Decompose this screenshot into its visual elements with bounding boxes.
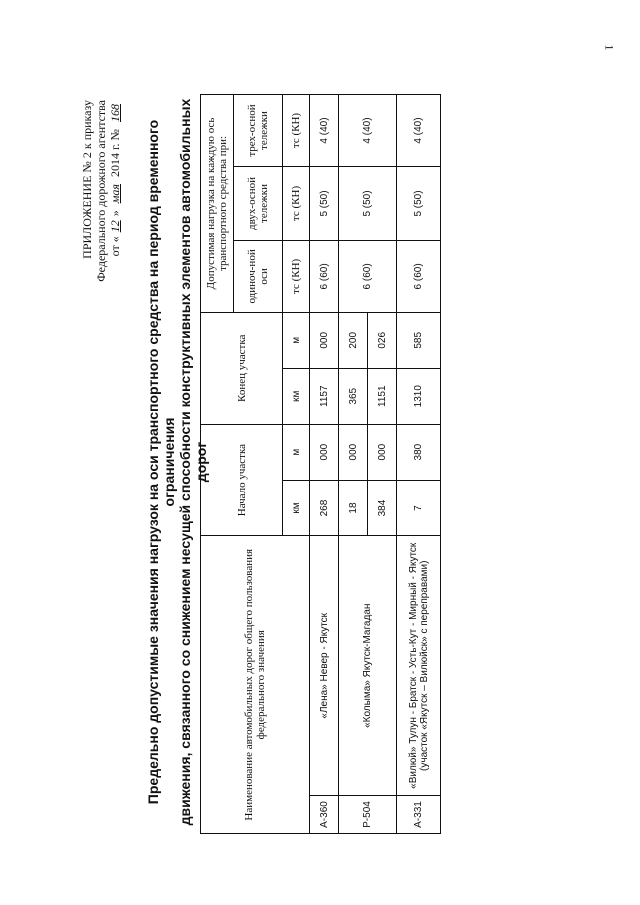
appendix-day: 12 — [108, 220, 122, 233]
road-name: «Лена» Невер - Якутск — [310, 536, 339, 796]
end-km: 365 — [339, 368, 368, 424]
appendix-year: 2014 г. № — [108, 129, 122, 178]
end-m: 026 — [368, 312, 397, 368]
header-start-km: км — [283, 480, 310, 536]
end-km: 1157 — [310, 368, 339, 424]
table-row — [339, 95, 368, 834]
end-m: 000 — [310, 312, 339, 368]
appendix-date-mid: » — [108, 210, 122, 217]
header-unit-single: тс (КН) — [283, 240, 310, 312]
triple-axle-load: 4 (40) — [397, 95, 441, 167]
header-start: Начало участка — [201, 424, 283, 536]
page-number: 1 — [602, 44, 617, 51]
appendix-order-number: 168 — [108, 104, 122, 122]
title-line-2: движения, связанного со снижением несущей способности конструктивных элементов автомобильных дорог — [177, 98, 209, 826]
appendix-date-prefix: от « — [108, 236, 122, 257]
appendix-line-1: ПРИЛОЖЕНИЕ № 2 к приказу — [80, 100, 94, 259]
header-road-name: Наименование автомобильных дорог общего пользования федерального значения — [201, 536, 310, 834]
header-load: Допустимая нагрузка на каждую ось транспортного средства при: — [201, 95, 234, 313]
header-end: Конец участка — [201, 312, 283, 424]
table-row — [397, 95, 441, 834]
road-code: Р-504 — [339, 796, 397, 834]
end-km: 1310 — [397, 368, 441, 424]
start-km: 7 — [397, 480, 441, 536]
header-single-axle: одиноч-ной оси — [234, 240, 283, 312]
rotated-page — [40, 72, 600, 852]
road-code: А-360 — [310, 796, 339, 834]
header-start-m: м — [283, 424, 310, 480]
start-km: 18 — [339, 480, 368, 536]
start-m: 380 — [397, 424, 441, 480]
start-km: 268 — [310, 480, 339, 536]
appendix-line-2: Федерального дорожного агентства — [94, 100, 108, 282]
start-m: 000 — [310, 424, 339, 480]
table-row — [310, 95, 339, 834]
header-unit-double: тс (КН) — [283, 167, 310, 241]
end-m: 585 — [397, 312, 441, 368]
header-double-axle: двух-осной тележки — [234, 167, 283, 241]
header-end-m: м — [283, 312, 310, 368]
double-axle-load: 5 (50) — [397, 167, 441, 241]
header-unit-triple: тс (КН) — [283, 95, 310, 167]
axle-load-table — [200, 94, 441, 834]
appendix-month: мая — [108, 184, 122, 204]
double-axle-load: 5 (50) — [310, 167, 339, 241]
single-axle-load: 6 (60) — [339, 240, 397, 312]
header-end-km: км — [283, 368, 310, 424]
triple-axle-load: 4 (40) — [339, 95, 397, 167]
double-axle-load: 5 (50) — [339, 167, 397, 241]
start-km: 384 — [368, 480, 397, 536]
appendix-line-3 — [108, 100, 122, 282]
single-axle-load: 6 (60) — [310, 240, 339, 312]
end-km: 1151 — [368, 368, 397, 424]
single-axle-load: 6 (60) — [397, 240, 441, 312]
end-m: 200 — [339, 312, 368, 368]
road-name: «Вилюй» Тулун - Братск - Усть-Кут - Мирный - Якутск (участок «Якутск – Вилюйск» с переправами) — [397, 536, 441, 796]
appendix-header — [80, 100, 122, 282]
header-triple-axle: трех-осной тележки — [234, 95, 283, 167]
start-m: 000 — [368, 424, 397, 480]
start-m: 000 — [339, 424, 368, 480]
road-code: А-331 — [397, 796, 441, 834]
triple-axle-load: 4 (40) — [310, 95, 339, 167]
road-name: «Колыма» Якутск-Магадан — [339, 536, 397, 796]
title-line-1: Предельно допустимые значения нагрузок на оси транспортного средства на период временного ограничения — [145, 119, 177, 805]
